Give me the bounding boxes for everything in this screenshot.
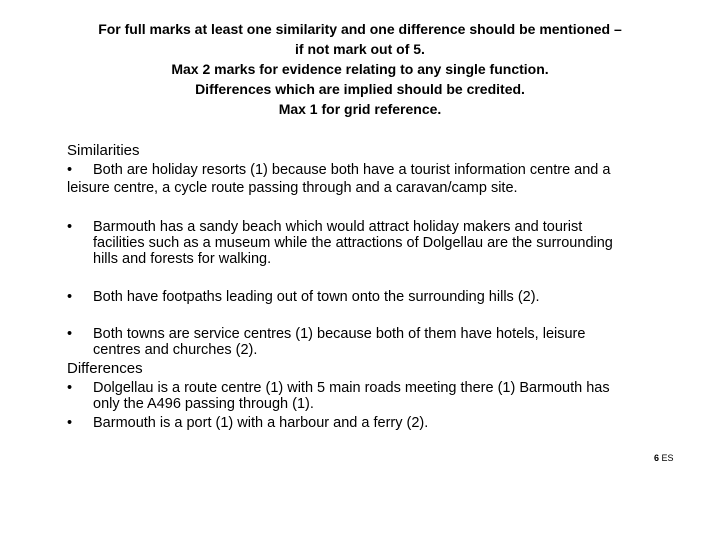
bullet: • <box>67 380 73 396</box>
item-text: Both are holiday resorts (1) because both have a tourist information centre and a <box>93 162 611 178</box>
item-text: Both have footpaths leading out of town onto the surrounding hills (2). <box>93 289 540 305</box>
instruction-line: Differences which are implied should be credited. <box>195 81 525 97</box>
similarity-item-4 <box>67 326 687 358</box>
item-text: Barmouth is a port (1) with a harbour and a ferry (2). <box>93 415 429 431</box>
bullet: • <box>67 326 73 342</box>
item-text: only the A496 passing through (1). <box>93 396 314 412</box>
item-text: Both towns are service centres (1) because both of them have hotels, leisure <box>93 326 586 342</box>
instruction-line: Max 2 marks for evidence relating to any single function. <box>171 61 549 77</box>
item-text: leisure centre, a cycle route passing through and a caravan/camp site. <box>67 180 518 196</box>
instruction-line: Max 1 for grid reference. <box>278 101 442 117</box>
bullet: • <box>67 162 73 178</box>
item-text: centres and churches (2). <box>93 342 258 358</box>
similarities-heading: Similarities <box>67 142 140 159</box>
marking-instructions <box>0 19 720 119</box>
bullet: • <box>67 289 73 305</box>
page-number: 6 <box>654 453 660 463</box>
difference-item-2 <box>67 415 687 431</box>
instruction-line: For full marks at least one similarity and one difference should be mentioned – <box>98 21 622 37</box>
differences-heading: Differences <box>67 360 143 377</box>
similarity-item-3 <box>67 289 687 305</box>
instruction-line: if not mark out of 5. <box>295 41 425 57</box>
difference-item-1 <box>67 380 687 412</box>
page-footer <box>654 452 674 464</box>
examiner-initials: ES <box>661 453 674 463</box>
bullet: • <box>67 415 73 431</box>
bullet: • <box>67 219 73 235</box>
item-text: Barmouth has a sandy beach which would attract holiday makers and tourist <box>93 219 583 235</box>
item-text: hills and forests for walking. <box>93 251 272 267</box>
similarity-item-1 <box>67 161 610 197</box>
item-text: facilities such as a museum while the attractions of Dolgellau are the surrounding <box>93 235 613 251</box>
item-text: Dolgellau is a route centre (1) with 5 main roads meeting there (1) Barmouth has <box>93 380 610 396</box>
similarity-item-2 <box>67 219 687 267</box>
